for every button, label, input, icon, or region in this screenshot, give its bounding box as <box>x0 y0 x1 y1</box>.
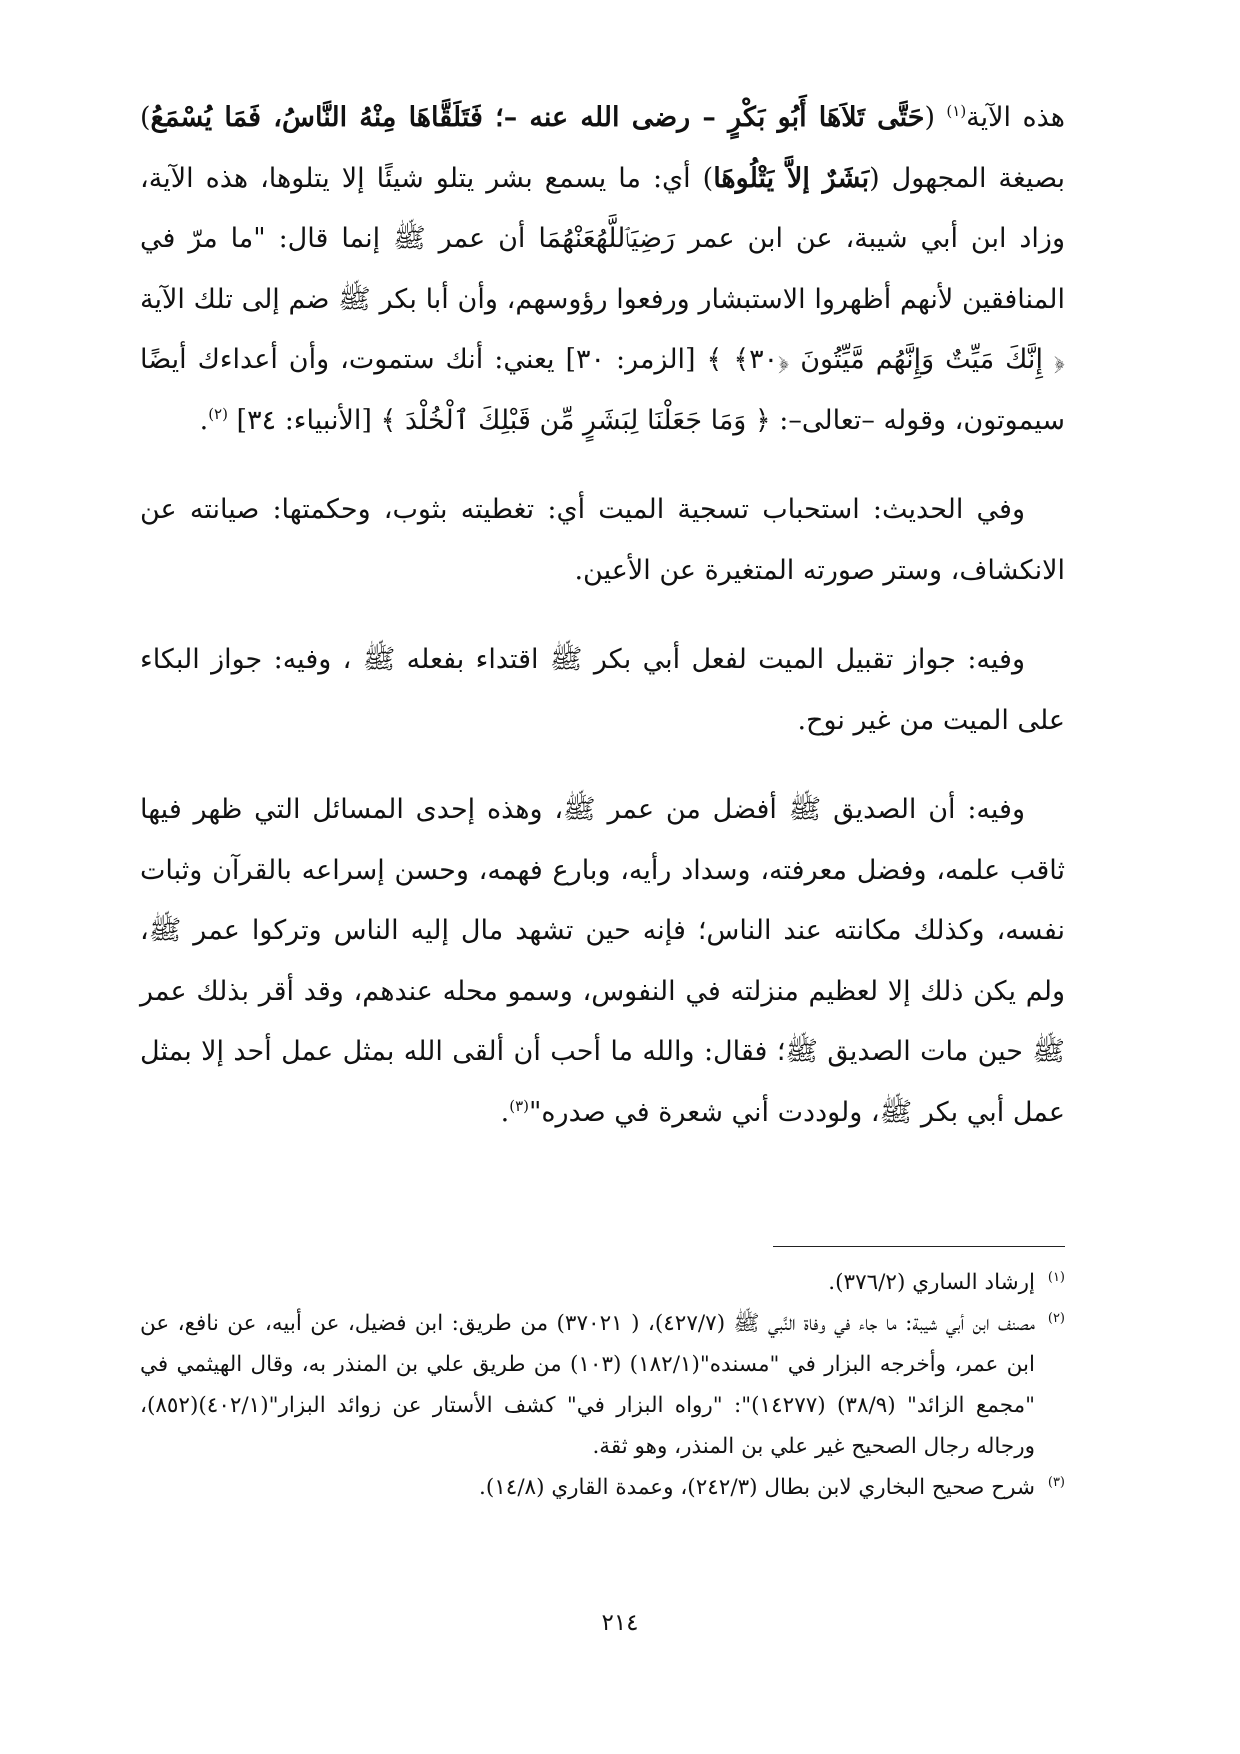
paragraph-1-middle: ) بصيغة المجهول ( <box>140 102 1065 194</box>
paragraph-4-end: . <box>500 1096 510 1128</box>
footnotes <box>140 1262 1065 1508</box>
paragraph-1-start: هذه الآية <box>966 102 1066 133</box>
paragraph-1-end: . <box>199 404 209 436</box>
paragraph-1-body: ) أي: ما يسمع بشر يتلو شيئًا إلا يتلوها، هذه الآية، وزاد ابن أبي شيبة، عن ابن عمر رَضِيَٱللَّهُعَنْهُمَا أن عمر ﷺ إنما قال: "ما مرّ في المنافقين لأنهم أظهروا الاستبشار ورفعوا رؤوسهم، وأن أبا بكر ﷺ ضم إلى تلك الآية ﴿ إِنَّكَ مَيِّتٌ وَإِنَّهُم مَّيِّتُونَ ﴿٣٠﴾ ﴾ [الزمر: ٣٠] يعني: أنك ستموت، وأن أعداءك أيضًا سيموتون، وقوله –تعالى–: ﴿ وَمَا جَعَلْنَا لِبَشَرٍ مِّن قَبْلِكَ ٱلْخُلْدَ ﴾ [الأنبياء: ٣٤] <box>140 162 1065 436</box>
footnote-ref-3: (٣) <box>509 1096 529 1115</box>
paragraph-3: وفيه: جواز تقبيل الميت لفعل أبي بكر ﷺ اقتداء بفعله ﷺ ، وفيه: جواز البكاء على الميت من غير نوح. <box>140 644 1065 736</box>
paragraph-4-body: وفيه: أن الصديق ﷺ أفضل من عمر ﷺ، وهذه إحدى المسائل التي ظهر فيها ثاقب علمه، وفضل معرفته، وسداد رأيه، وبارع فهمه، وحسن إسراعه بالقرآن وثبات نفسه، وكذلك مكانته عند الناس؛ فإنه حين تشهد مال إليه الناس وتركوا عمر ﷺ، ولم يكن ذلك إلا لعظيم منزلته في النفوس، وسمو محله عندهم، وقد أقر بذلك عمر ﷺ حين مات الصديق ﷺ؛ فقال: والله ما أحب أن ألقى الله بمثل عمل أحد إلا بمثل عمل أبي بكر ﷺ، ولوددت أني شعرة في صدره" <box>140 794 1065 1128</box>
footnote-3: (٣)شرح صحيح البخاري لابن بطال (٢٤٢/٣)، وعمدة القاري (١٤/٨). <box>478 1474 1065 1500</box>
open-paren: ( <box>924 102 947 133</box>
paragraph-1 <box>140 88 1065 451</box>
hadith-quote-2: بَشَرٌ إلاَّ يَتْلُوهَا <box>713 162 870 194</box>
paragraph-4 <box>140 780 1065 1143</box>
footnote-1-text: إرشاد الساري (٣٧٦/٢). <box>828 1270 1035 1295</box>
footnote-ref-1: (١) <box>946 102 967 120</box>
hadith-quote-1: حَتَّى تَلاَهَا أَبُو بَكْرٍ – رضى الله عنه –؛ فَتَلَقَّاهَا مِنْهُ النَّاسُ، فَمَا يُسْمَعُ <box>150 102 925 133</box>
footnote-1: (١)إرشاد الساري (٣٧٦/٢). <box>828 1269 1065 1295</box>
footnote-ref-2: (٢) <box>208 404 228 423</box>
main-text <box>140 88 1065 1143</box>
footnote-separator <box>773 1246 1065 1247</box>
footnote-2: (٢)مصنف ابن أبي شيبة: ما جاء في وفاة النَّبي ﷺ (٤٢٧/٧)، ( ٣٧٠٢١) من طريق: ابن فضيل، عن أبيه، عن نافع، عن ابن عمر، وأخرجه البزار في "مسنده"(١٨٢/١) (١٠٣) من طريق علي بن المنذر به، وقال الهيثمي في "مجمع الزائد" (٣٨/٩) (١٤٢٧٧)": "رواه البزار في" كشف الأستار عن زوائد البزار"(٤٠٢/١)(٨٥٢)، ورجاله رجال الصحيح غير علي بن المنذر، وهو ثقة. <box>140 1310 1065 1459</box>
page-number: ٢١٤ <box>601 1610 639 1636</box>
paragraph-2: وفي الحديث: استحباب تسجية الميت أي: تغطيته بثوب، وحكمتها: صيانته عن الانكشاف، وستر صورته المتغيرة عن الأعين. <box>140 494 1065 586</box>
footnote-3-text: شرح صحيح البخاري لابن بطال (٢٤٢/٣)، وعمدة القاري (١٤/٨). <box>478 1475 1035 1500</box>
footnote-2-text: مصنف ابن أبي شيبة: ما جاء في وفاة النَّبي ﷺ (٤٢٧/٧)، ( ٣٧٠٢١) من طريق: ابن فضيل، عن أبيه، عن نافع، عن ابن عمر، وأخرجه البزار في "مسنده"(١٨٢/١) (١٠٣) من طريق علي بن المنذر به، وقال الهيثمي في "مجمع الزائد" (٣٨/٩) (١٤٢٧٧)": "رواه البزار في" كشف الأستار عن زوائد البزار"(٤٠٢/١)(٨٥٢)، ورجاله رجال الصحيح غير علي بن المنذر، وهو ثقة. <box>140 1311 1036 1459</box>
